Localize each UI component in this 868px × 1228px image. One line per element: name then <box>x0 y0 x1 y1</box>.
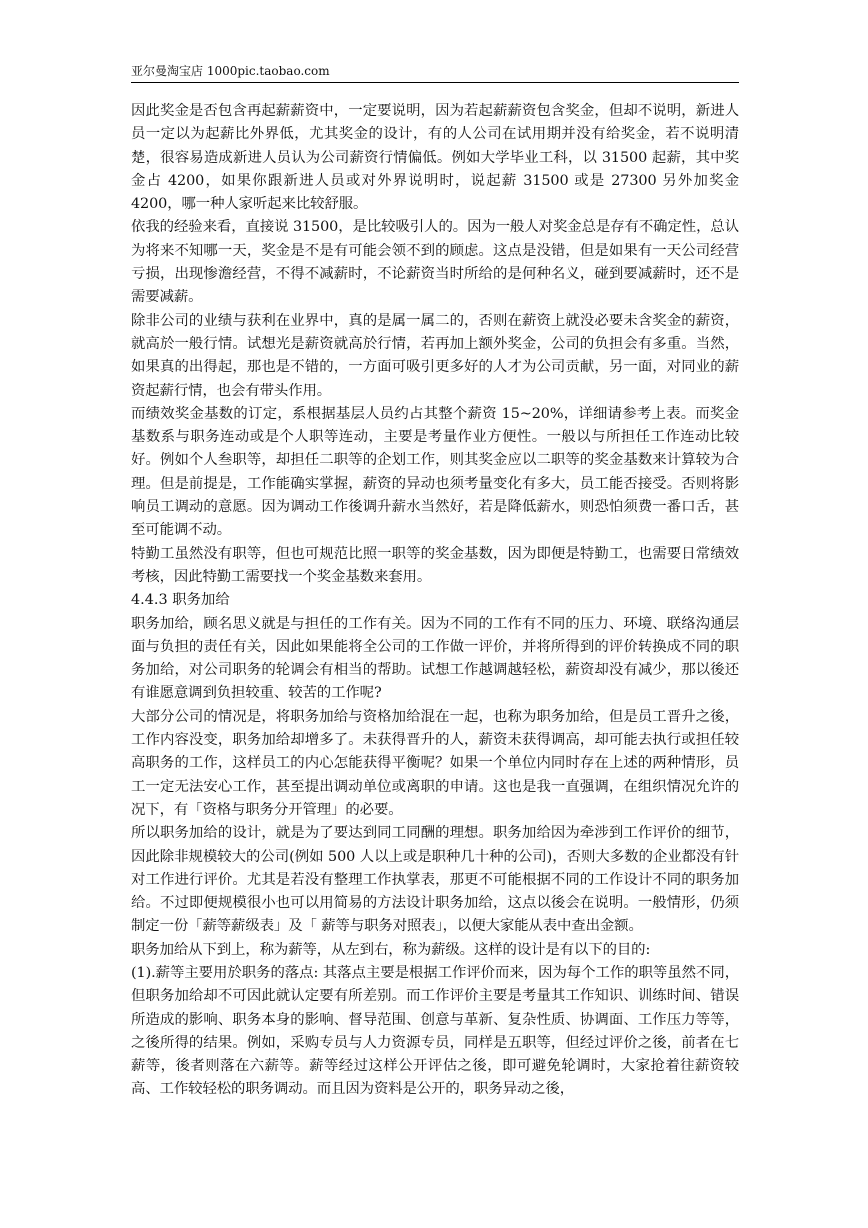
paragraph-bonus-base: 而绩效奖金基数的订定，系根据基层人员约占其整个薪资 15~20%，详细请参考上表。而奖金基数系与职务连动或是个人职等连动，主要是考量作业方便性。一般以与所担任工作连动比较好。例如个人叁职等，却担任二职等的企划工作，则其奖金应以二职等的奖金基数来计算较为合理。但是前提是，工作能确实掌握，薪资的异动也须考量变化有多大，员工能否接受。否则将影响员工调动的意愿。因为调动工作後调升薪水当然好，若是降低薪水，则恐怕须费一番口舌，甚至可能调不动。 <box>131 405 739 539</box>
paragraph-allowance-design: 所以职务加给的设计，就是为了要达到同工同酬的理想。职务加给因为牵涉到工作评价的细节，因此除非规模较大的公司(例如 500 人以上或是职种几十种的公司)，否则大多数的企业都没有针对工作进行评价。尤其是若没有整理工作执掌表，那更不可能根据不同的工作设计不同的职务加给。不过即便规模很小也可以用简易的方法设计职务加给，这点以後会在说明。一般情形，仍须制定一份「薪等薪级表」及「 薪等与职务对照表」，以便大家能从表中查出金额。 <box>131 825 739 935</box>
paragraph-bonus-starting-salary: 因此奖金是否包含再起薪薪资中，一定要说明，因为若起薪薪资包含奖金，但却不说明，新进人员一定以为起薪比外界低，尤其奖金的设计，有的人公司在试用期并没有给奖金，若不说明清楚，很容易造成新进人员认为公司薪资行情偏低。例如大学毕业工科，以 31500 起薪，其中奖金占 4200，如果你跟新进人员或对外界说明时，说起薪 31500 或是 27300 另外加奖金 4200，哪一种人家听起来比较舒服。 <box>131 103 739 213</box>
paragraph-experience: 依我的经验来看，直接说 31500，是比较吸引人的。因为一般人对奖金总是存有不确定性，总认为将来不知哪一天，奖金是不是有可能会领不到的顾虑。这点是没错，但是如果有一天公司经营亏损，出现惨澹经营，不得不减薪时，不论薪资当时所给的是何种名义，碰到要减薪时，还不是需要减薪。 <box>131 219 739 306</box>
section-heading: 4.4.3 职务加给 <box>131 592 230 609</box>
paragraph-industry-rate: 除非公司的业绩与获利在业界中，真的是属一属二的，否则在薪资上就没必要未含奖金的薪资，就高於一般行情。试想光是薪资就高於行情，若再加上额外奖金，公司的负担会有多重。当然，如果真的出得起，那也是不错的，一方面可吸引更多好的人才为公司贡献，另一面，对同业的薪资起薪行情，也会有带头作用。 <box>131 312 739 399</box>
paragraph-most-companies: 大部分公司的情况是，将职务加给与资格加给混在一起，也称为职务加给，但是员工晋升之後，工作内容没变，职务加给却增多了。未获得晋升的人，薪资未获得调高，却可能去执行或担任较高职务的工作，这样员工的内心怎能获得平衡呢？如果一个单位内同时存在上述的两种情形，员工一定无法安心工作，甚至提出调动单位或离职的申请。这也是我一直强调，在组织情况允许的况下，有「资格与职务分开管理」的必要。 <box>131 708 739 818</box>
document-body <box>131 100 739 1102</box>
paragraph-job-allowance-intro: 职务加给，顾名思义就是与担任的工作有关。因为不同的工作有不同的压力、环境、联络沟通层面与负担的责任有关，因此如果能将全公司的工作做一评价，并将所得到的评价转换成不同的职务加给，对公司职务的轮调会有相当的帮助。试想工作越调越轻松，薪资却没有减少，那以後还有谁愿意调到负担较重、较苦的工作呢? <box>131 615 739 702</box>
paragraph-purpose-1: (1).薪等主要用於职务的落点: 其落点主要是根据工作评价而来，因为每个工作的职等虽然不同，但职务加给却不可因此就认定要有所差别。而工作评价主要是考量其工作知识、训练时间、错误所造成的影响、职务本身的影响、督导范围、创意与革新、复杂性质、协调面、工作压力等等，之後所得的结果。例如，采购专员与人力资源专员，同样是五职等，但经过评价之後，前者在七薪等，後者则落在六薪等。薪等经过这样公开评估之後，即可避免轮调时，大家抢着往薪资较高、工作较轻松的职务调动。而且因为资料是公开的，职务异动之後， <box>131 964 739 1098</box>
paragraph-special-workers: 特勤工虽然没有职等，但也可规范比照一职等的奖金基数，因为即便是特勤工，也需要日常绩效考核，因此特勤工需要找一个奖金基数来套用。 <box>131 545 739 585</box>
page-header: 亚尔曼淘宝店 1000pic.taobao.com <box>131 64 739 83</box>
paragraph-grade-level: 职务加给从下到上，称为薪等，从左到右，称为薪级。这样的设计是有以下的目的: <box>131 941 651 958</box>
